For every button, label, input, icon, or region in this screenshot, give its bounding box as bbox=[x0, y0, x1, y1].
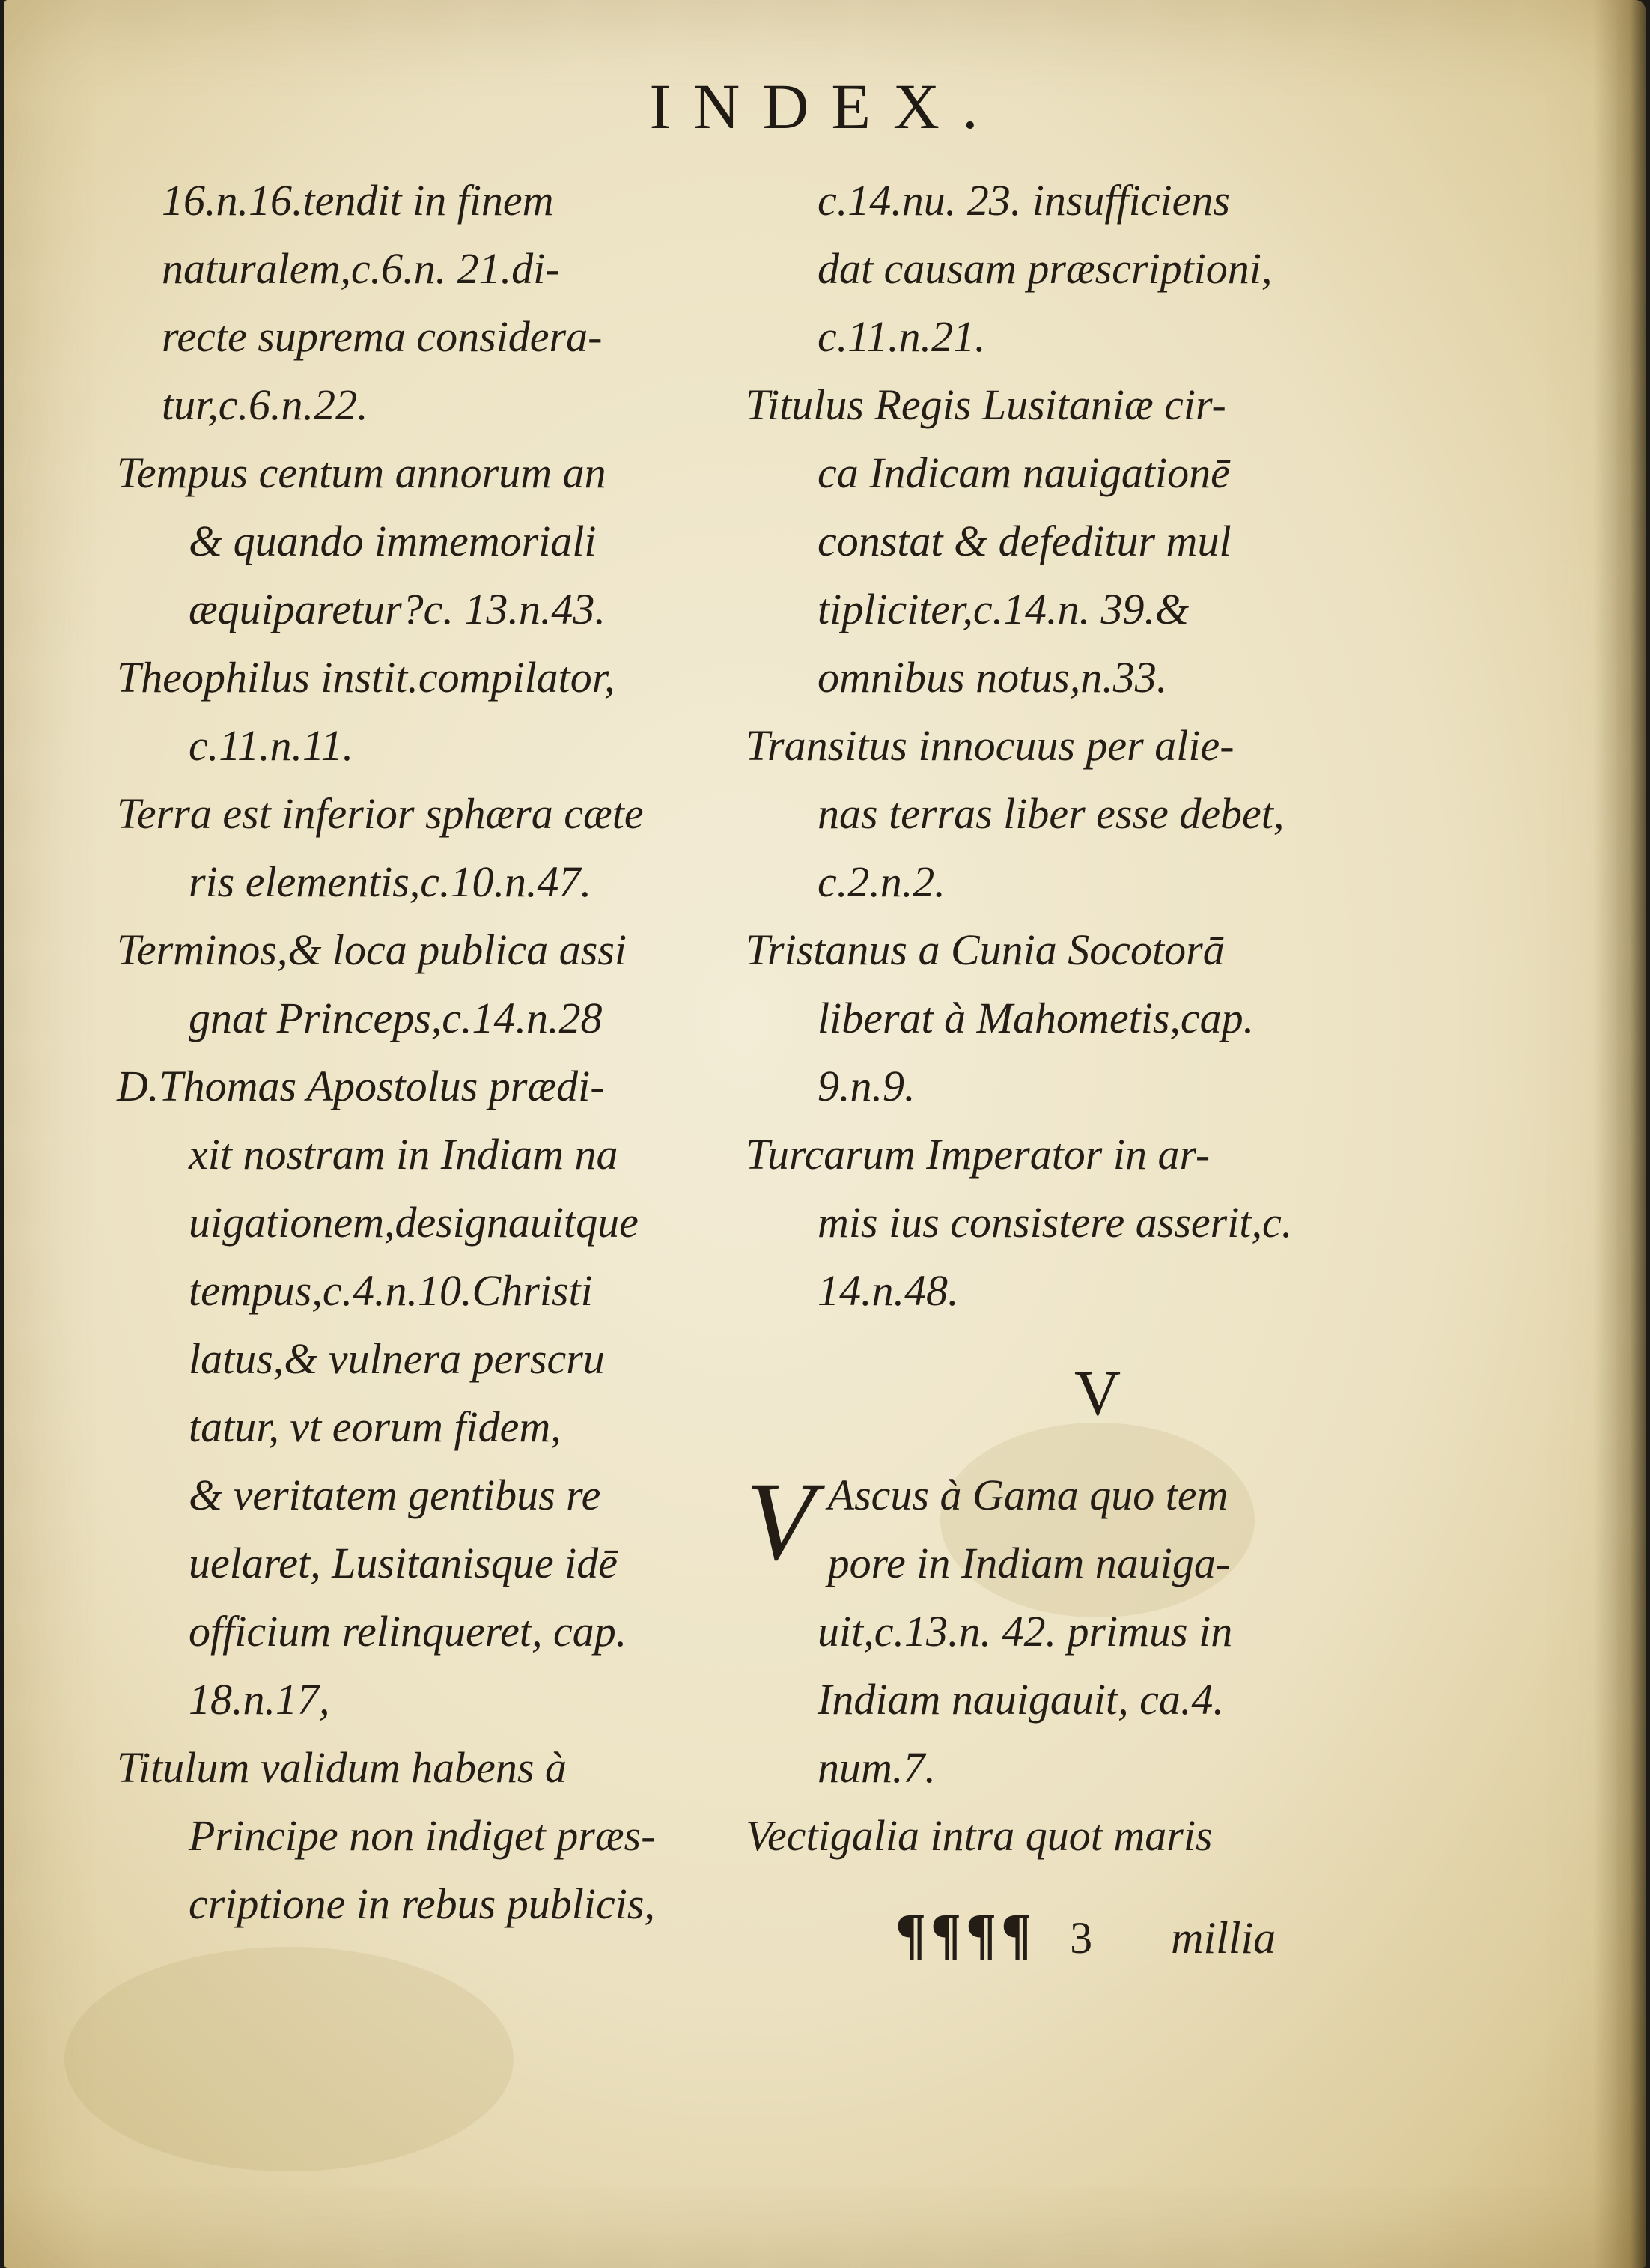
entry-line: tatur, vt eorum fidem, bbox=[189, 1402, 561, 1451]
entry-line: pore in Indiam nauiga- bbox=[827, 1539, 1231, 1587]
entry-line: num.7. bbox=[818, 1743, 936, 1792]
catchword: millia bbox=[1171, 1913, 1276, 1963]
index-entry bbox=[746, 711, 1382, 916]
entry-line: c.2.n.2. bbox=[818, 857, 946, 906]
entry-line: Titulus Regis Lusitaniæ cir- bbox=[746, 380, 1226, 429]
entry-line: ris elementis,c.10.n.47. bbox=[189, 857, 592, 906]
signature-number: 3 bbox=[1070, 1913, 1093, 1963]
entry-line: uelaret, Lusitanisque idē bbox=[189, 1539, 618, 1587]
entry-line: c.14.nu. 23. insufficiens bbox=[818, 176, 1230, 225]
entry-line: Terra est inferior sphæra cæte bbox=[117, 789, 644, 838]
index-entry bbox=[117, 779, 731, 916]
entry-line: 16.n.16.tendit in finem bbox=[162, 176, 554, 225]
index-entry bbox=[746, 166, 1382, 371]
index-entry bbox=[746, 1802, 1382, 1870]
drop-initial: V bbox=[746, 1459, 815, 1584]
left-index-column bbox=[117, 166, 731, 1938]
index-entry bbox=[746, 1461, 1382, 1802]
entry-line: Terminos,& loca publica assi bbox=[117, 925, 627, 974]
entry-line: dat causam præscriptioni, bbox=[818, 244, 1273, 293]
entry-line: & veritatem gentibus re bbox=[189, 1471, 601, 1519]
entry-line: nas terras liber esse debet, bbox=[818, 789, 1285, 838]
entry-line: c.11.n.11. bbox=[189, 721, 354, 770]
entry-line: 9.n.9. bbox=[818, 1062, 916, 1110]
entry-line: ca Indicam nauigationē bbox=[818, 449, 1230, 497]
page-title: INDEX. bbox=[649, 70, 1001, 142]
entry-line: & quando immemoriali bbox=[189, 517, 597, 565]
index-entry bbox=[117, 1733, 731, 1938]
entry-line: Transitus innocuus per alie- bbox=[746, 721, 1235, 770]
entry-line: tipliciter,c.14.n. 39.& bbox=[818, 585, 1190, 633]
index-entry bbox=[117, 439, 731, 643]
entry-line: criptione in rebus publicis, bbox=[189, 1879, 655, 1928]
index-entry bbox=[117, 1052, 731, 1733]
entry-line: 18.n.17, bbox=[189, 1675, 330, 1724]
entry-line: liberat à Mahometis,cap. bbox=[818, 994, 1255, 1042]
entry-line: Tristanus a Cunia Socotorā bbox=[746, 925, 1225, 974]
entry-line: Indiam nauigauit, ca.4. bbox=[818, 1675, 1224, 1724]
entry-line: uit,c.13.n. 42. primus in bbox=[818, 1607, 1233, 1656]
entry-line: omnibus notus,n.33. bbox=[818, 653, 1168, 702]
entry-line: uigationem,designauitque bbox=[189, 1198, 639, 1247]
index-entry bbox=[746, 1120, 1382, 1325]
entry-line: tempus,c.4.n.10.Christi bbox=[189, 1266, 593, 1315]
entry-line: xit nostram in Indiam na bbox=[189, 1130, 618, 1179]
right-index-column bbox=[746, 166, 1382, 1870]
entry-line: latus,& vulnera perscru bbox=[189, 1334, 605, 1383]
entry-line: Turcarum Imperator in ar- bbox=[746, 1130, 1211, 1179]
book-page bbox=[4, 0, 1646, 2268]
entry-line: Principe non indiget præs- bbox=[189, 1811, 656, 1860]
paper-stain bbox=[64, 1947, 514, 2171]
entry-line: c.11.n.21. bbox=[818, 312, 986, 361]
entry-line: naturalem,c.6.n. 21.di- bbox=[162, 244, 560, 293]
index-entry bbox=[117, 643, 731, 779]
entry-line: Titulum validum habens à bbox=[117, 1743, 567, 1792]
index-entry bbox=[117, 916, 731, 1052]
entry-line: Vectigalia intra quot maris bbox=[746, 1811, 1213, 1860]
entry-line: Ascus à Gama quo tem bbox=[827, 1471, 1229, 1519]
entry-line: constat & defeditur mul bbox=[818, 517, 1232, 565]
entry-line: recte suprema considera- bbox=[162, 312, 603, 361]
index-entry bbox=[746, 916, 1382, 1120]
index-entry bbox=[746, 371, 1382, 711]
entry-line: tur,c.6.n.22. bbox=[162, 380, 368, 429]
entry-line: D.Thomas Apostolus prædi- bbox=[117, 1062, 605, 1110]
section-letter-heading: V bbox=[1074, 1357, 1121, 1429]
index-entry bbox=[117, 166, 731, 439]
entry-line: gnat Princeps,c.14.n.28 bbox=[189, 994, 603, 1042]
entry-line: æquiparetur?c. 13.n.43. bbox=[189, 585, 606, 633]
entry-line: Tempus centum annorum an bbox=[117, 449, 606, 497]
signature-mark: ¶¶¶¶ bbox=[895, 1903, 1037, 1966]
entry-line: officium relinqueret, cap. bbox=[189, 1607, 627, 1656]
entry-line: 14.n.48. bbox=[818, 1266, 959, 1315]
entry-line: mis ius consistere asserit,c. bbox=[818, 1198, 1293, 1247]
page-footer bbox=[895, 1902, 1419, 1967]
entry-line: Theophilus instit.compilator, bbox=[117, 653, 615, 702]
